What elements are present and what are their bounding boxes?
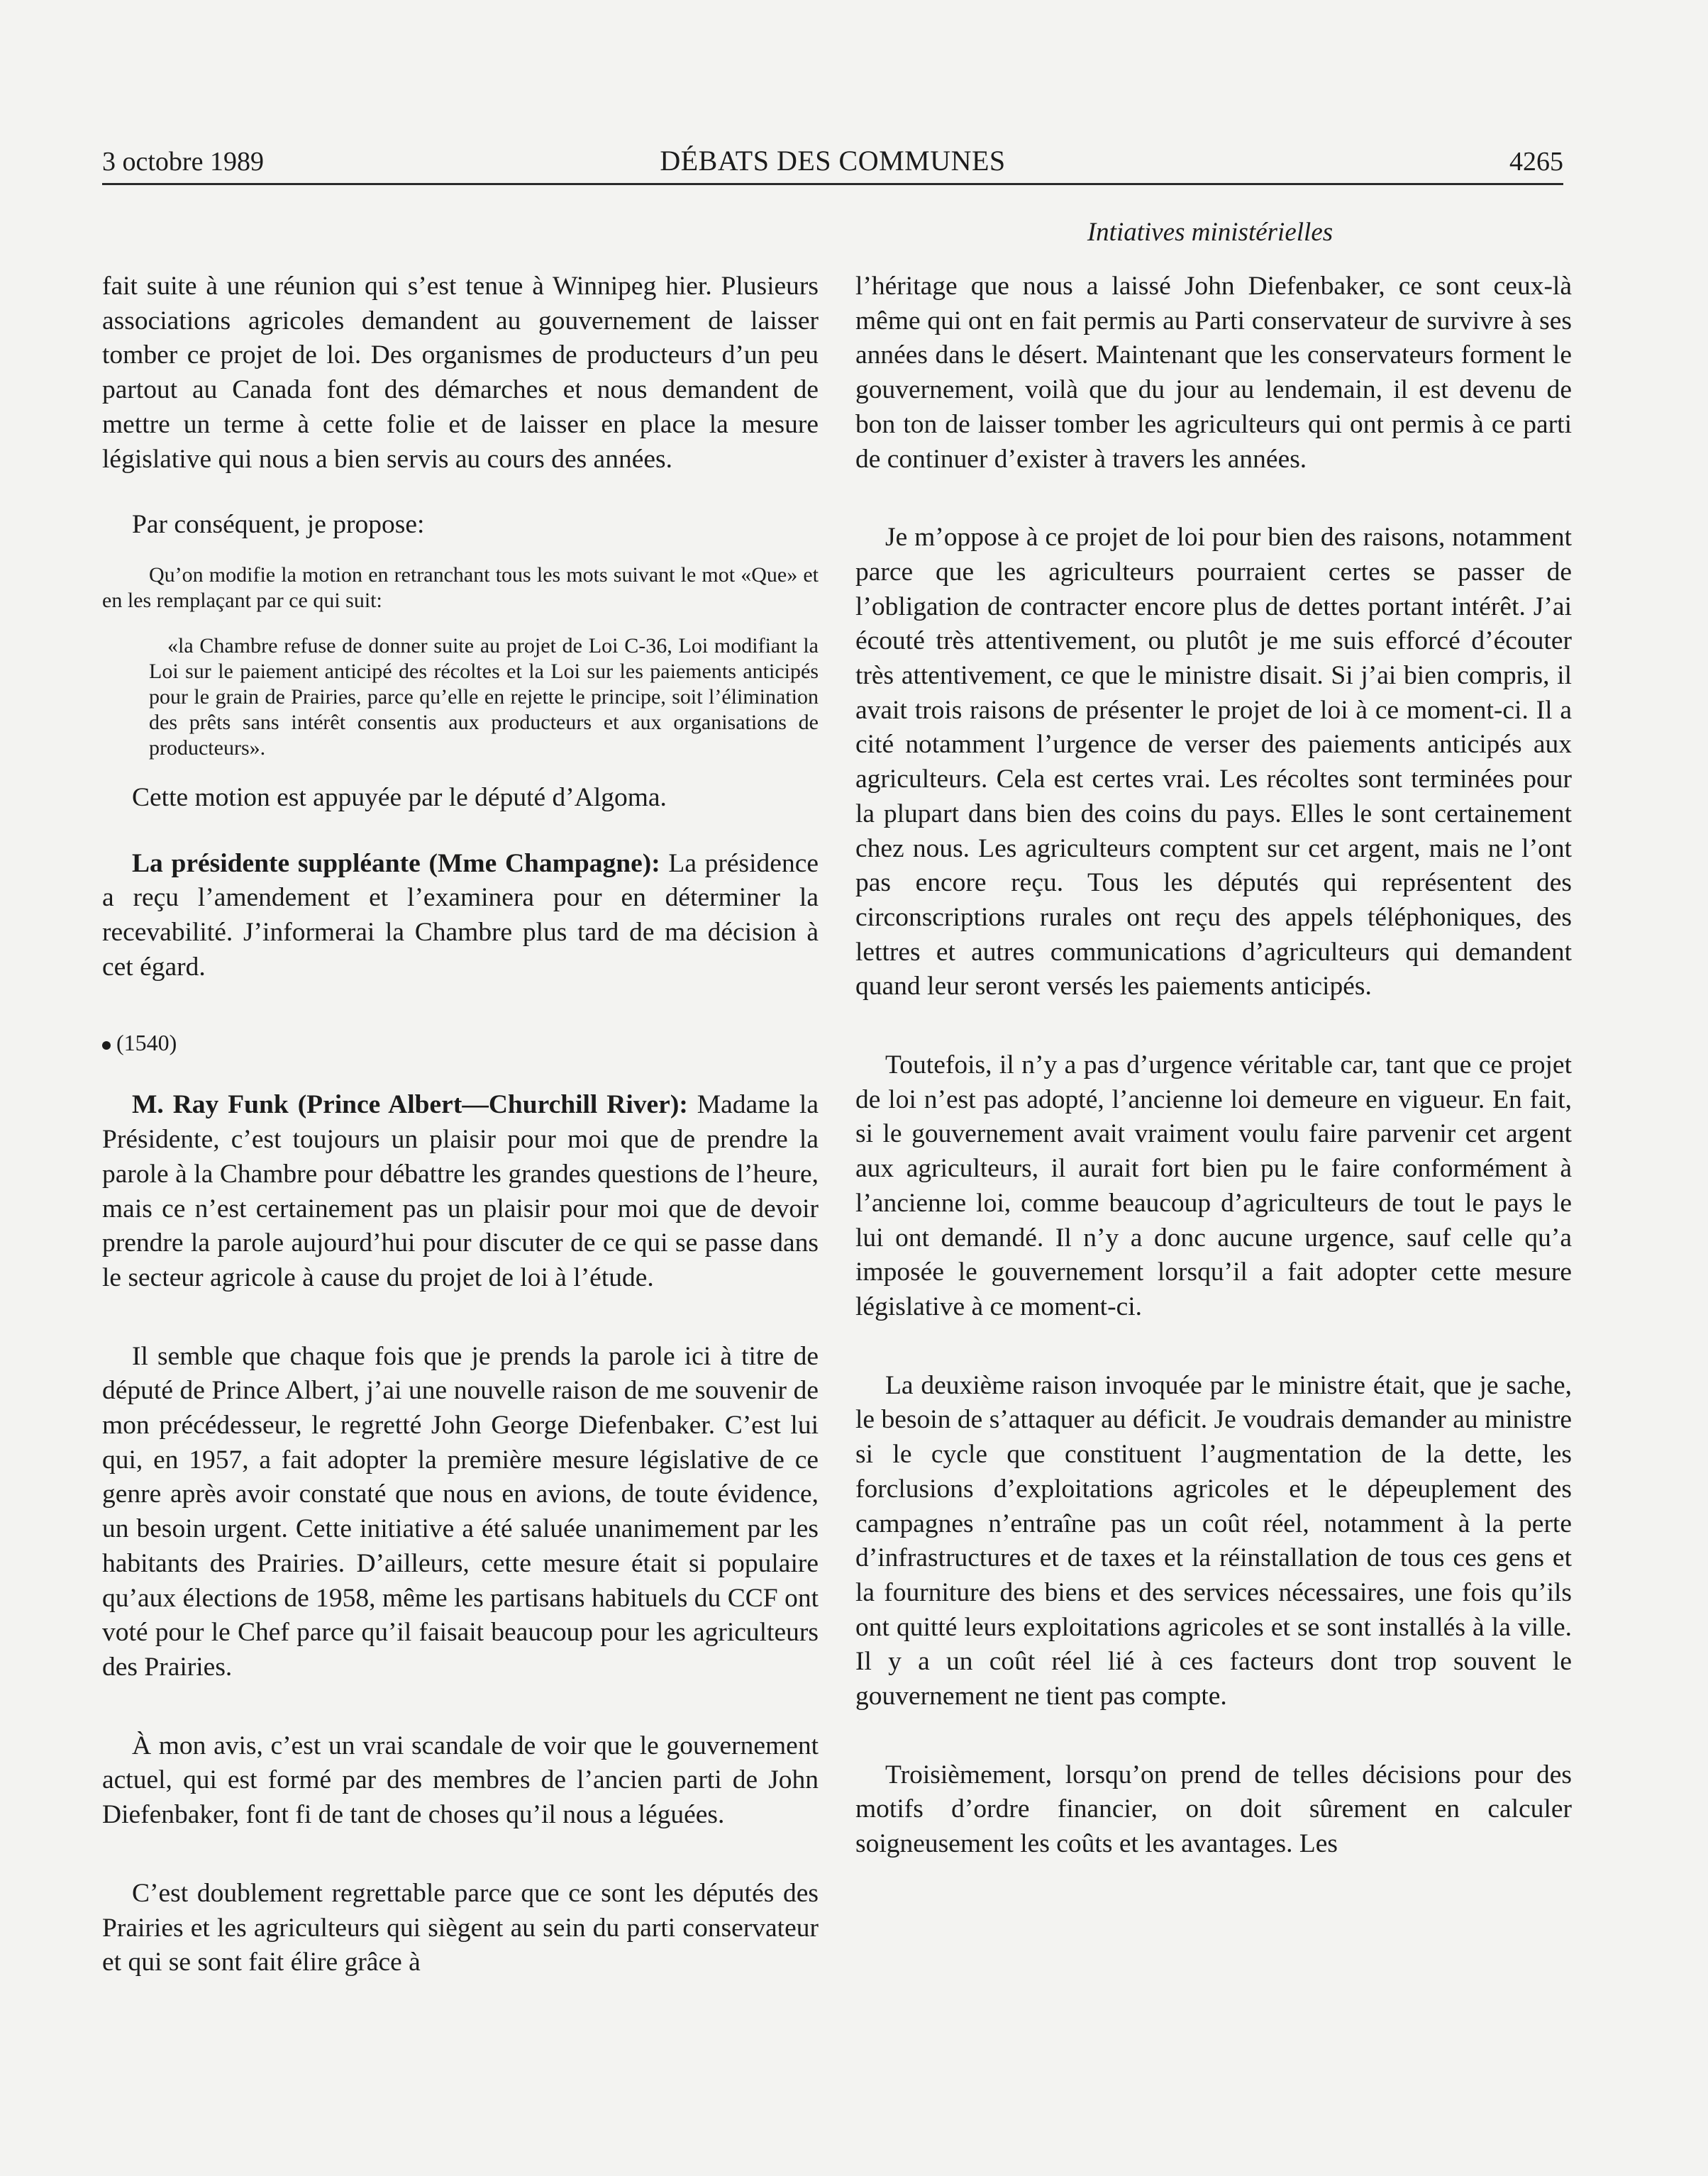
speech-text: La présidence a reçu l’amendement et l’examinera pour en déterminer la recevabilité. J’informerai la Chambre plus tard de ma décision à cet égard.	[102, 848, 819, 982]
paragraph: Toutefois, il n’y a pas d’urgence véritable car, tant que ce projet de loi n’est pas adopté, l’ancienne loi demeure en vigueur. En fait, si le gouvernement avait vraiment voulu faire parvenir cet argent aux agriculteurs, il aurait fort bien pu le faire conformément à l’ancienne loi, comme beaucoup d’agriculteurs de tout le pays le lui ont demandé. Il n’y a donc aucune urgence, sauf celle qu’a imposée le gouvernement lorsqu’il a fait adopter cette mesure législative à ce moment-ci.	[855, 1050, 1572, 1321]
header-title: DÉBATS DES COMMUNES	[660, 145, 1006, 177]
page-number: 4265	[1509, 147, 1563, 177]
speaker-name: M. Ray Funk (Prince Albert—Churchill River):	[132, 1090, 688, 1120]
speech-text: Madame la Présidente, c’est toujours un plaisir pour moi que de prendre la parole à la Chambre pour débattre les grandes questions de l’heure, mais ce n’est certainement pas un plaisir pour moi que de devoir prendre la parole aujourd’hui pour discuter de ce qui se passe dans le secteur agricole à cause du projet de loi à l’étude.	[102, 1090, 819, 1292]
paragraph: Il semble que chaque fois que je prends la parole ici à titre de député de Prince Albert, j’ai une nouvelle raison de me souvenir de mon précédesseur, le regretté John George Diefenbaker. C’est lui qui, en 1957, a fait adopter la première mesure législative de ce genre après avoir constaté que nous en avions, de toute évidence, un besoin urgent. Cette initiative a été saluée unanimement par les habitants des Prairies. D’ailleurs, cette mesure était si populaire qu’aux élections de 1958, même les partisans habituels du CCF ont voté pour le Chef parce qu’il faisait beaucoup pour les agriculteurs des Prairies.	[102, 1341, 819, 1682]
left-column	[102, 270, 819, 1980]
paragraph: Je m’oppose à ce projet de loi pour bien des raisons, notamment parce que les agriculteurs pourraient certes se passer de l’obligation de contracter encore plus de dettes portant intérêt. J’ai écouté très attentivement, ou plutôt je me suis efforcé d’écouter très attentivement, ce que le ministre disait. Si j’ai bien compris, il avait trois raisons de présenter le projet de loi à ce moment-ci. Il a cité notamment l’urgence de verser des paiements anticipés aux agriculteurs. Cela est certes vrai. Les récoltes sont terminées pour la plupart dans bien des coins du pays. Elles le sont certainement chez nous. Les agriculteurs comptent sur cet argent, mais ne l’ont pas encore reçu. Tous les députés qui représentent des circonscriptions rurales ont reçu des appels téléphoniques, des lettres et autres communications d’agriculteurs qui demandent quand leur seront versés les paiements anticipés.	[855, 523, 1572, 1001]
header-date: 3 octobre 1989	[102, 147, 264, 177]
speaker-name: La présidente suppléante (Mme Champagne):	[132, 848, 660, 878]
paragraph: À mon avis, c’est un vrai scandale de voir que le gouvernement actuel, qui est formé par des membres de l’ancien parti de John Diefenbaker, font fi de tant de choses qu’il nous a léguées.	[102, 1731, 819, 1830]
bullet-icon	[102, 1041, 111, 1050]
amendment-quote: «la Chambre refuse de donner suite au projet de Loi C-36, Loi modifiant la Loi sur le paiement anticipé des récoltes et la Loi sur les paiements anticipés pour le grain de Prairies, parce qu’elle en rejette le principe, soit l’élimination des prêts sans intérêt consentis aux producteurs et aux organisations de producteurs».	[149, 633, 819, 760]
paragraph: Par conséquent, je propose:	[132, 510, 425, 540]
paragraph: C’est doublement regrettable parce que ce sont les députés des Prairies et les agriculteurs qui siègent au sein du parti conservateur et qui se sont fait élire grâce à	[102, 1878, 819, 1977]
time-marker	[102, 1028, 819, 1057]
page-header	[102, 142, 1563, 185]
paragraph: Cette motion est appuyée par le député d’Algoma.	[132, 782, 667, 812]
paragraph: fait suite à une réunion qui s’est tenue à Winnipeg hier. Plusieurs associations agricoles demandent au gouvernement de laisser tomber ce projet de loi. Des organismes de producteurs d’un peu partout au Canada font des démarches et nous demandent de mettre un terme à cette folie et de laisser en place la mesure législative qui nous a bien servis au cours des années.	[102, 272, 819, 474]
time-marker-text: (1540)	[116, 1030, 177, 1056]
motion-text: Qu’on modifie la motion en retranchant tous les mots suivant le mot «Que» et en les remplaçant par ce qui suit:	[102, 562, 819, 612]
right-column	[855, 270, 1572, 1862]
paragraph: l’héritage que nous a laissé John Diefenbaker, ce sont ceux-là même qui ont en fait permis au Parti conservateur de survivre à ses années dans le désert. Maintenant que les conservateurs forment le gouvernement, voilà que du jour au lendemain, il est devenu de bon ton de laisser tomber les agriculteurs qui ont permis à ce parti de continuer d’exister à travers les années.	[855, 272, 1572, 474]
paragraph	[102, 847, 819, 985]
section-label: Intiatives ministérielles	[1087, 218, 1333, 247]
paragraph: La deuxième raison invoquée par le ministre était, que je sache, le besoin de s’attaquer au déficit. Je voudrais demander au ministre si le cycle que constituent l’augmentation de la dette, les forclusions d’exploitations agricoles et le dépeuplement des campagnes n’entraîne pas un coût réel, notamment à la perte d’infrastructures et de taxes et la réinstallation de tous ces gens et la fourniture des biens et des services nécessaires, une fois qu’ils ont quitté leurs exploitations agricoles et se sont installés à la ville. Il y a un coût réel lié à ces facteurs dont trop souvent le gouvernement ne tient pas compte.	[855, 1370, 1572, 1711]
paragraph	[102, 1088, 819, 1295]
paragraph: Troisièmement, lorsqu’on prend de telles décisions pour des motifs d’ordre financier, on doit sûrement en calculer soigneusement les coûts et les avantages. Les	[855, 1760, 1572, 1859]
